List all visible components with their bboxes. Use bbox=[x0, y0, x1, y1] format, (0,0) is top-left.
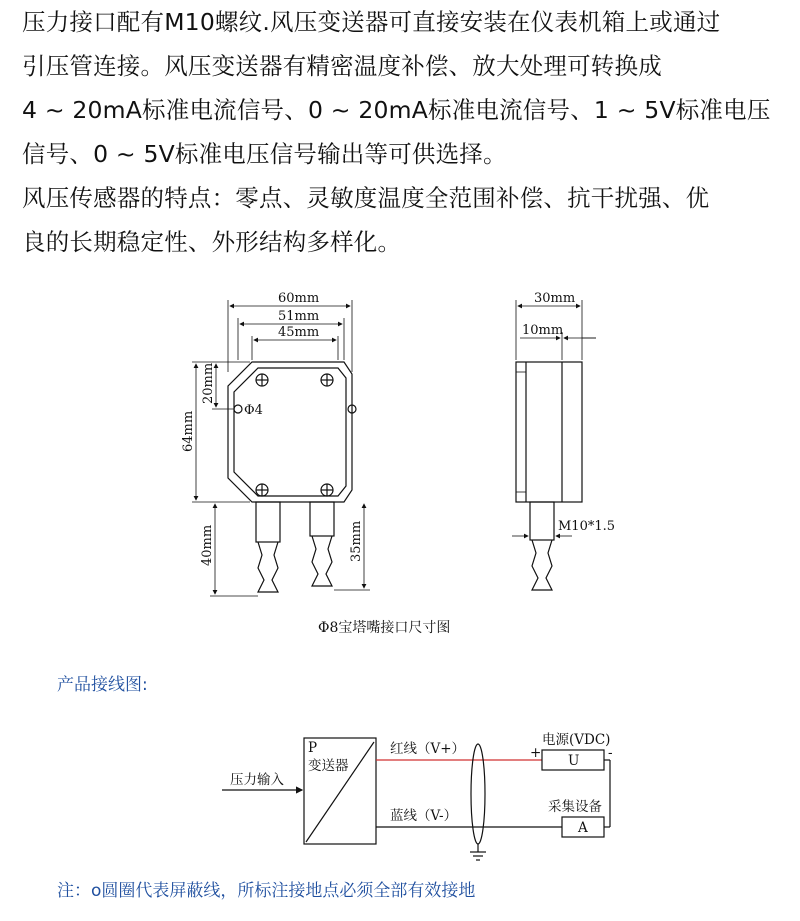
acq-label: 采集设备 bbox=[548, 799, 602, 815]
dim-45: 45mm bbox=[278, 325, 320, 340]
acq-box-label: A bbox=[578, 820, 588, 836]
transmitter-label: 变送器 bbox=[308, 758, 349, 774]
shield-note: 注：o圆圈代表屏蔽线，所标注接地点必须全部有效接地 bbox=[57, 881, 476, 901]
minus-sign: - bbox=[608, 745, 613, 761]
dim-51: 51mm bbox=[278, 309, 320, 324]
dim-hole: Φ4 bbox=[244, 403, 263, 418]
front-body-outline bbox=[228, 362, 352, 502]
dim-35: 35mm bbox=[349, 520, 364, 562]
features-line: 良的长期稳定性、外形结构多样化。 bbox=[22, 228, 402, 256]
power-box-label: U bbox=[568, 753, 580, 769]
mount-hole-icon bbox=[234, 405, 242, 413]
intro-line: 信号、0 ~ 5V标准电压信号输出等可供选择。 bbox=[22, 140, 507, 168]
side-view-drawing bbox=[512, 300, 596, 590]
power-label: 电源(VDC) bbox=[542, 732, 611, 748]
blue-wire-label: 蓝线（V-） bbox=[390, 808, 458, 824]
plus-sign: + bbox=[530, 745, 542, 761]
nozzle-left bbox=[256, 502, 280, 592]
intro-line: 压力接口配有M10螺纹.风压变送器可直接安装在仪表机箱上或通过 bbox=[22, 8, 721, 36]
dim-thread: M10*1.5 bbox=[558, 519, 616, 534]
dim-30: 30mm bbox=[534, 291, 576, 306]
dim-10: 10mm bbox=[522, 323, 564, 338]
dim-60: 60mm bbox=[278, 291, 320, 306]
transmitter-p: P bbox=[308, 740, 318, 756]
features-line: 风压传感器的特点：零点、灵敏度温度全范围补偿、抗干扰强、优 bbox=[22, 184, 710, 212]
dim-40: 40mm bbox=[200, 524, 215, 566]
intro-line: 4 ~ 20mA标准电流信号、0 ~ 20mA标准电流信号、1 ~ 5V标准电压 bbox=[22, 96, 771, 124]
drawing-caption: Φ8宝塔嘴接口尺寸图 bbox=[318, 620, 451, 636]
nozzle-right bbox=[310, 502, 334, 586]
intro-line: 引压管连接。风压变送器有精密温度补偿、放大处理可转换成 bbox=[22, 52, 662, 80]
dim-20: 20mm bbox=[201, 362, 216, 404]
dim-64: 64mm bbox=[181, 410, 196, 452]
front-view-drawing bbox=[192, 300, 370, 596]
pressure-input-label: 压力输入 bbox=[230, 772, 284, 788]
shield-icon bbox=[471, 744, 485, 844]
front-body-inner bbox=[234, 368, 346, 496]
wiring-heading: 产品接线图: bbox=[57, 675, 148, 695]
red-wire-label: 红线（V+） bbox=[390, 741, 466, 757]
